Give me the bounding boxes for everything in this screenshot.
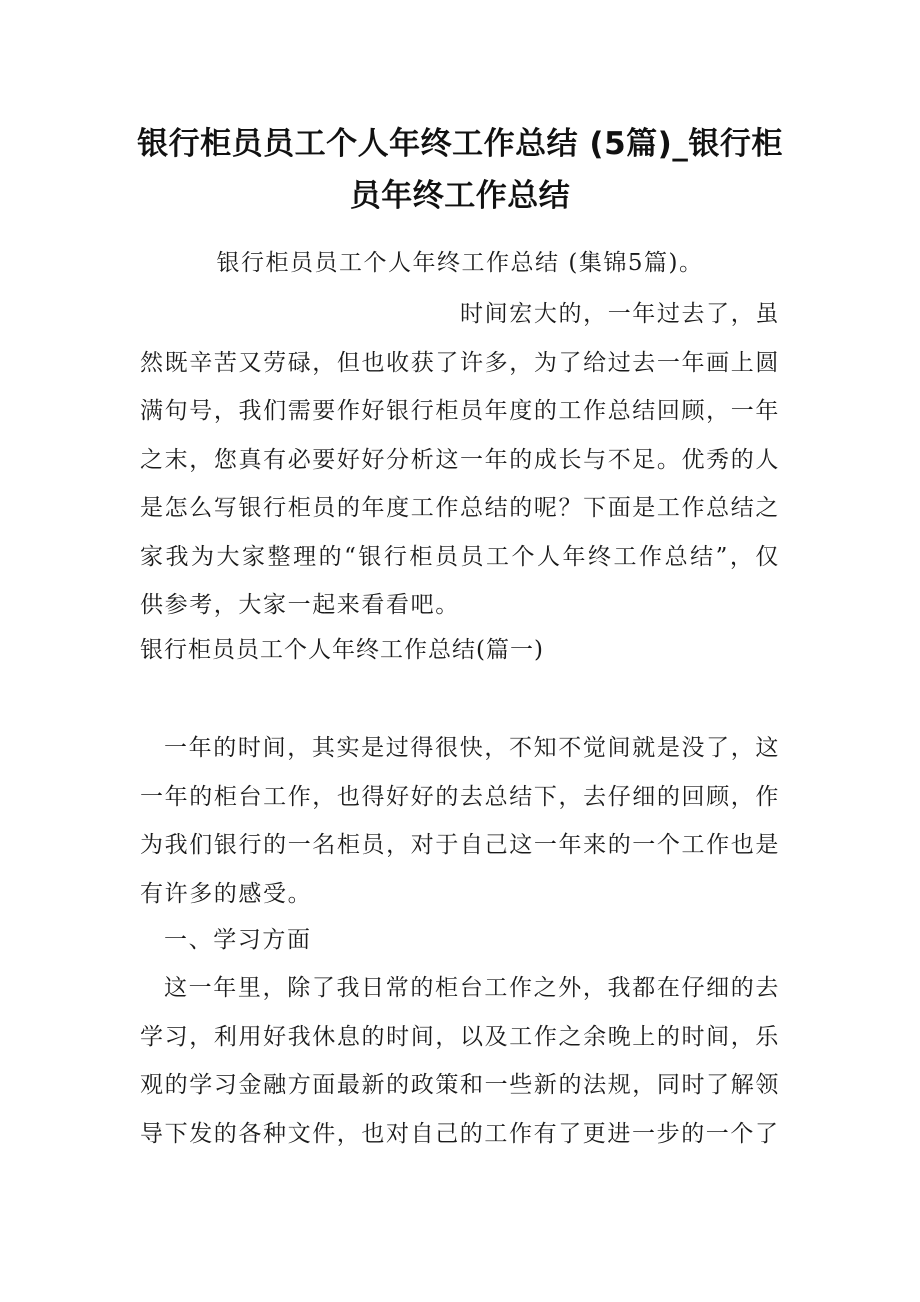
intro-paragraph: 时间宏大的，一年过去了，虽然既辛苦又劳碌，但也收获了许多，为了给过去一年画上圆满句号，我们需要作好银行柜员年度的工作总结回顾，一年之末，您真有必要好好分析这一年的成长与不足。优秀的人是怎么写银行柜员的年度工作总结的呢？下面是工作总结之家我为大家整理的“银行柜员员工个人年终工作总结”，仅供参考，大家一起来看看吧。 bbox=[140, 301, 780, 618]
section-title: 银行柜员员工个人年终工作总结(篇一) bbox=[140, 637, 544, 663]
document-title: 银行柜员员工个人年终工作总结 (5篇)_银行柜员年终工作总结 bbox=[137, 126, 783, 214]
paragraph-1: 一年的时间，其实是过得很快，不知不觉间就是没了，这一年的柜台工作，也得好好的去总结下，去仔细的回顾，作为我们银行的一名柜员，对于自己这一年来的一个工作也是有许多的感受。 bbox=[140, 735, 780, 907]
paragraph-2: 这一年里，除了我日常的柜台工作之外，我都在仔细的去学习，利用好我休息的时间，以及工作之余晚上的时间，乐观的学习金融方面最新的政策和一些新的法规，同时了解领导下发的各种文件，也对自己的工作有了更进一步的一个了 bbox=[140, 975, 780, 1147]
document-subtitle: 银行柜员员工个人年终工作总结 (集锦5篇)。 bbox=[216, 250, 704, 276]
subheading-study: 一、学习方面 bbox=[164, 927, 312, 953]
